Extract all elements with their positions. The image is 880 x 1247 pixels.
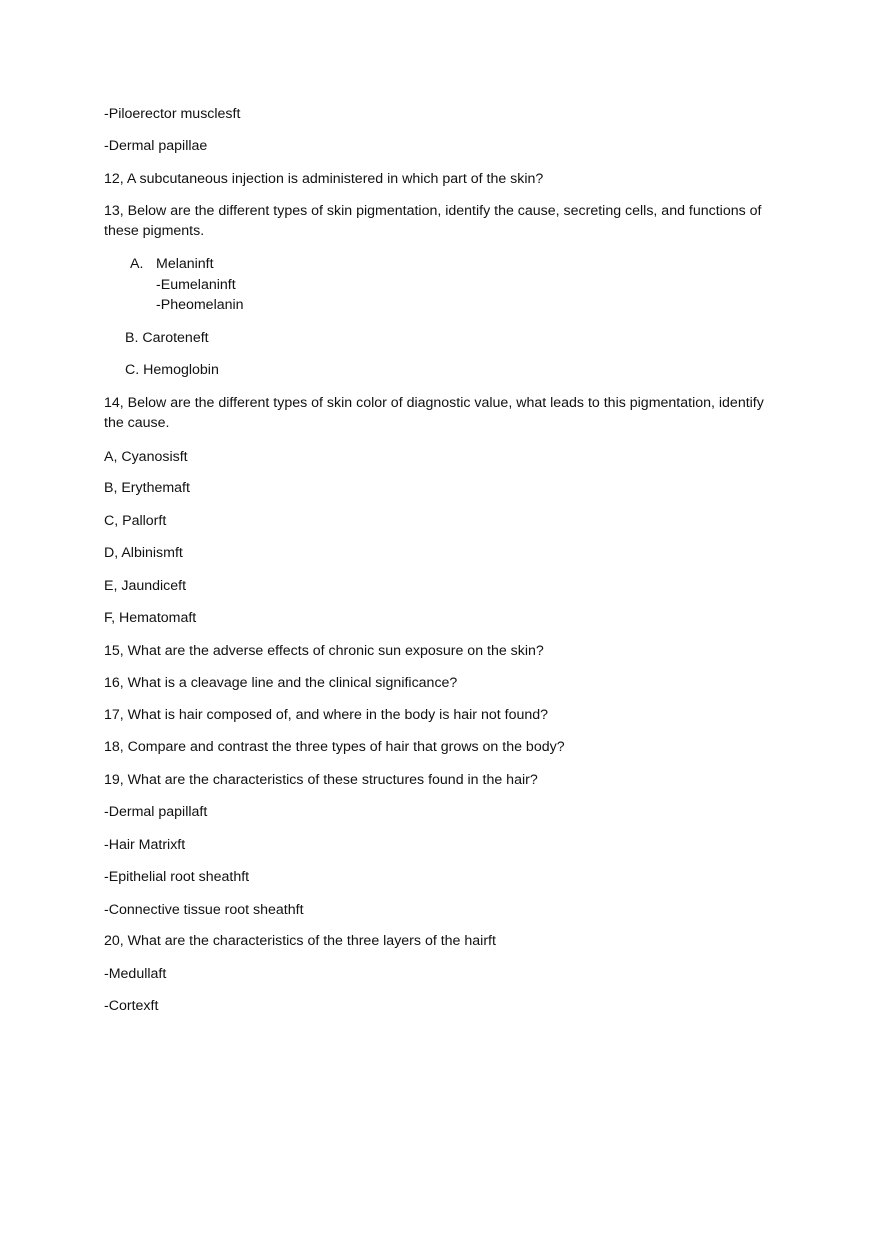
question-20: 20, What are the characteristics of the three layers of the hairft xyxy=(104,933,496,949)
list-item: -Cortexft xyxy=(104,998,159,1014)
question-17: 17, What is hair composed of, and where in the body is hair not found? xyxy=(104,707,549,723)
list-item: B, Erythemaft xyxy=(104,480,190,496)
list-item: -Dermal papillaft xyxy=(104,804,208,820)
question-12: 12, A subcutaneous injection is administered in which part of the skin? xyxy=(104,171,544,187)
list-item: -Medullaft xyxy=(104,966,167,982)
list-item: E, Jaundiceft xyxy=(104,578,187,594)
question-14: 14, Below are the different types of skin color of diagnostic value, what leads to this pigmentation, identify the cause. xyxy=(104,395,764,431)
list-marker-a: A. xyxy=(130,256,144,272)
list-item: -Connective tissue root sheathft xyxy=(104,902,304,918)
list-item: -Eumelaninft xyxy=(156,277,236,293)
list-item: B. Caroteneft xyxy=(125,330,209,346)
question-18: 18, Compare and contrast the three types of hair that grows on the body? xyxy=(104,739,565,755)
question-16: 16, What is a cleavage line and the clinical significance? xyxy=(104,675,458,691)
list-item: -Epithelial root sheathft xyxy=(104,869,250,885)
list-item: F, Hematomaft xyxy=(104,610,197,626)
list-item: A, Cyanosisft xyxy=(104,449,188,465)
list-item: Melaninft xyxy=(156,256,214,272)
question-19: 19, What are the characteristics of these structures found in the hair? xyxy=(104,772,538,788)
question-15: 15, What are the adverse effects of chronic sun exposure on the skin? xyxy=(104,643,544,659)
list-item: D, Albinismft xyxy=(104,545,183,561)
list-item: C. Hemoglobin xyxy=(125,362,219,378)
list-item: -Piloerector musclesft xyxy=(104,106,241,122)
question-13: 13, Below are the different types of skin pigmentation, identify the cause, secreting cells, and functions of these pigments. xyxy=(104,203,762,239)
list-item: C, Pallorft xyxy=(104,513,167,529)
list-item: -Dermal papillae xyxy=(104,138,208,154)
list-item: -Pheomelanin xyxy=(156,297,244,313)
list-item: -Hair Matrixft xyxy=(104,837,186,853)
